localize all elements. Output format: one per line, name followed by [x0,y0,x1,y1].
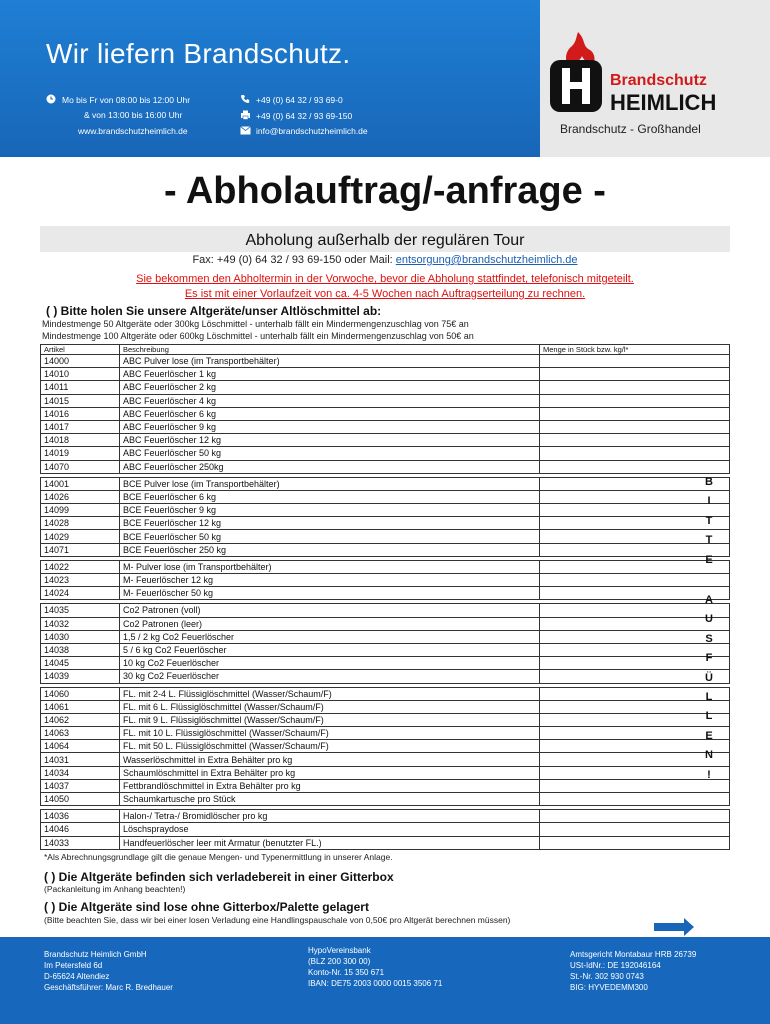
article-number: 14026 [41,490,120,503]
quantity-input-cell[interactable] [540,779,730,792]
article-description: ABC Feuerlöscher 12 kg [120,434,540,447]
article-description: Co2 Patronen (leer) [120,617,540,630]
table-row [41,836,730,849]
article-description: FL. mit 50 L. Flüssiglöschmittel (Wasser/Schaum/F) [120,740,540,753]
article-description: Löschspraydose [120,823,540,836]
table-row [41,477,730,490]
footer [0,937,770,1024]
notice-line-1: Sie bekommen den Abholtermin in der Vorwoche, bevor die Abholung stattfindet, telefonisch mitgeteilt. [136,273,634,285]
logo-brand-name: Brandschutz [610,72,707,89]
quantity-input-cell[interactable] [540,587,730,600]
quantity-input-cell[interactable] [540,434,730,447]
table-row [41,381,730,394]
article-description: M- Pulver lose (im Transportbehälter) [120,560,540,573]
table-row [41,587,730,600]
phone-icon [240,94,251,104]
article-description: Fettbrandlöschmittel in Extra Behälter pro kg [120,779,540,792]
vertical-letter: B [705,476,713,488]
table-row [41,687,730,700]
table-row [41,753,730,766]
article-number: 14015 [41,394,120,407]
table-row [41,617,730,630]
article-description: FL. mit 6 L. Flüssiglöschmittel (Wasser/Schaum/F) [120,700,540,713]
table-row [41,368,730,381]
article-description: ABC Feuerlöscher 9 kg [120,420,540,433]
article-number: 14036 [41,810,120,823]
table-row [41,504,730,517]
vertical-letter: E [705,729,713,742]
article-number: 14037 [41,779,120,792]
article-description: M- Feuerlöscher 50 kg [120,587,540,600]
article-number: 14030 [41,630,120,643]
article-description: 5 / 6 kg Co2 Feuerlöscher [120,643,540,656]
article-number: 14046 [41,823,120,836]
article-number: 14024 [41,587,120,600]
vertical-letter: ! [707,768,711,781]
article-number: 14045 [41,657,120,670]
clock-icon [46,94,57,104]
pickup-checkbox-label[interactable]: ( ) Bitte holen Sie unsere Altgeräte/unser Altlöschmittel ab: [46,304,382,318]
table-row [41,779,730,792]
table-row [41,657,730,670]
quantity-input-cell[interactable] [540,657,730,670]
table-row [41,643,730,656]
article-description: Wasserlöschmittel in Extra Behälter pro kg [120,753,540,766]
article-number: 14029 [41,530,120,543]
article-number: 14000 [41,355,120,368]
table-row [41,407,730,420]
contact-line: Fax: +49 (0) 64 32 / 93 69-150 oder Mail: entsorgung@brandschutzheimlich.de [192,254,578,266]
article-description: ABC Feuerlöscher 4 kg [120,394,540,407]
notice-line-2: Es ist mit einer Vorlaufzeit von ca. 4-5 Wochen nach Auftragserteilung zu rechnen. [184,288,586,300]
column-header-article: Artikel [41,345,120,355]
disposal-email-link[interactable]: entsorgung@brandschutzheimlich.de [395,254,578,266]
vertical-letter: T [705,514,713,527]
article-description: FL. mit 9 L. Flüssiglöschmittel (Wasser/Schaum/F) [120,713,540,726]
company-logo [548,30,748,140]
article-description: ABC Pulver lose (im Transportbehälter) [120,355,540,368]
article-description: FL. mit 2-4 L. Flüssiglöschmittel (Wasser/Schaum/F) [120,687,540,700]
quantity-input-cell[interactable] [540,420,730,433]
article-number: 14023 [41,574,120,587]
option-gitterbox[interactable]: ( ) Die Altgeräte befinden sich verladebereit in einer Gitterbox [44,870,394,884]
article-description: 1,5 / 2 kg Co2 Feuerlöscher [120,630,540,643]
website-link[interactable]: www.brandschutzheimlich.de [78,126,188,136]
article-number: 14070 [41,460,120,473]
vertical-letter: U [705,613,713,626]
fax-icon [240,110,251,120]
quantity-input-cell[interactable] [540,687,730,700]
quantity-input-cell[interactable] [540,381,730,394]
quantity-input-cell[interactable] [540,514,730,530]
article-number: 14063 [41,727,120,740]
vertical-letter: L [705,710,713,723]
header-title: Wir liefern Brandschutz. [46,38,351,69]
quantity-input-cell[interactable] [540,560,730,573]
quantity-input-cell[interactable] [540,460,730,473]
table-row [41,810,730,823]
quantity-input-cell[interactable] [540,543,730,556]
article-number: 14016 [41,407,120,420]
article-number: 14032 [41,617,120,630]
article-description: Halon-/ Tetra-/ Bromidlöscher pro kg [120,810,540,823]
table-row [41,630,730,643]
minimum-note-2: Mindestmenge 100 Altgeräte oder 600kg Löschmittel - unterhalb fällt ein Mindermengenzuschlag von 50€ an [42,331,474,341]
arrow-right-icon [654,918,694,936]
footer-registry: Amtsgericht Montabaur HRB 26739 USt-IdNr.: DE 192046164 St.-Nr. 302 930 0743 BIG: HYVEDEMM300 [570,950,697,992]
quantity-input-cell[interactable] [540,574,730,587]
vertical-letter: T [705,534,713,547]
table-row [41,355,730,368]
quantity-input-cell[interactable] [540,407,730,420]
footer-bank: HypoVereinsbank (BLZ 200 300 00) Konto-Nr. 15 350 671 IBAN: DE75 2003 0000 0015 3506 71 [308,946,443,988]
article-description: BCE Feuerlöscher 50 kg [120,530,540,543]
option-gitterbox-note: (Packanleitung im Anhang beachten!) [44,884,186,894]
quantity-input-cell[interactable] [540,793,730,806]
table-row [41,823,730,836]
quantity-input-cell[interactable] [540,355,730,368]
table-row [41,793,730,806]
article-number: 14011 [41,381,120,394]
article-number: 14034 [41,766,120,779]
article-number: 14071 [41,543,120,556]
article-description: Co2 Patronen (voll) [120,604,540,617]
quantity-input-cell[interactable] [540,713,730,726]
table-row [41,517,730,530]
quantity-input-cell[interactable] [540,740,730,753]
article-description: ABC Feuerlöscher 50 kg [120,447,540,460]
article-description: ABC Feuerlöscher 6 kg [120,407,540,420]
vertical-letter: L [705,691,713,703]
option-loose-note: (Bitte beachten Sie, dass wir bei einer losen Verladung eine Handlingspauschale von 0,50€ pro Altgerät berechnen müssen) [44,915,511,925]
quantity-input-cell[interactable] [540,836,730,849]
article-description: BCE Feuerlöscher 12 kg [120,517,540,530]
article-description: 30 kg Co2 Feuerlöscher [120,670,540,683]
quantity-input-cell[interactable] [540,810,730,823]
vertical-letter: I [707,495,711,508]
article-number: 14035 [41,604,120,617]
table-row [41,766,730,779]
table-row [41,740,730,753]
table-row [41,394,730,407]
table-row [41,460,730,473]
article-number: 14028 [41,517,120,530]
mail-icon [240,126,251,136]
quantity-input-cell[interactable] [540,670,730,683]
email-line[interactable]: info@brandschutzheimlich.de [240,126,368,136]
vertical-letter: E [705,553,713,566]
quantity-input-cell[interactable] [540,823,730,836]
vertical-letter: F [705,652,713,665]
vertical-letter: S [705,632,713,645]
article-number: 14017 [41,420,120,433]
table-row [41,604,730,617]
table-row [41,490,730,503]
quantity-input-cell[interactable] [540,394,730,407]
table-row [41,530,730,543]
article-description: ABC Feuerlöscher 250kg [120,460,540,473]
quantity-input-cell[interactable] [540,504,730,517]
quantity-input-cell[interactable] [540,490,730,503]
article-description: BCE Feuerlöscher 9 kg [120,504,540,517]
header [0,0,770,157]
article-description: ABC Feuerlöscher 2 kg [120,381,540,394]
footnote: *Als Abrechnungsgrundlage gilt die genaue Mengen- und Typenermittlung in unserer Anlage. [44,852,393,862]
article-number: 14062 [41,713,120,726]
article-number: 14033 [41,836,120,849]
quantity-input-cell[interactable] [540,700,730,713]
article-description: FL. mit 10 L. Flüssiglöschmittel (Wasser/Schaum/F) [120,727,540,740]
logo-tagline: Brandschutz - Großhandel [560,122,701,136]
article-number: 14001 [41,477,120,490]
quantity-input-cell[interactable] [540,630,730,643]
article-number: 14039 [41,670,120,683]
article-description: 10 kg Co2 Feuerlöscher [120,657,540,670]
article-number: 14060 [41,687,120,700]
article-number: 14064 [41,740,120,753]
table-row [41,727,730,740]
quantity-input-cell[interactable] [540,727,730,740]
quantity-input-cell[interactable] [540,477,730,490]
opening-hours-2: & von 13:00 bis 16:00 Uhr [84,110,183,120]
quantity-input-cell[interactable] [540,604,730,617]
footer-company: Brandschutz Heimlich GmbH Im Petersfeld 6d D-65624 Altendiez Geschäftsführer: Marc R. Bredhauer [44,950,173,992]
article-number: 14038 [41,643,120,656]
table-row [41,713,730,726]
quantity-input-cell[interactable] [540,753,730,766]
quantity-input-cell[interactable] [540,530,730,543]
table-row [41,543,730,556]
quantity-input-cell[interactable] [540,643,730,656]
table-header-row [41,345,730,355]
table-row [41,700,730,713]
option-loose[interactable]: ( ) Die Altgeräte sind lose ohne Gitterbox/Palette gelagert [44,900,369,914]
article-description: BCE Feuerlöscher 6 kg [120,490,540,503]
column-header-quantity: Menge in Stück bzw. kg/l* [540,345,730,355]
table-row [41,670,730,683]
table-row [41,434,730,447]
quantity-input-cell[interactable] [540,368,730,381]
vertical-letter: Ü [705,671,713,684]
article-description: ABC Feuerlöscher 1 kg [120,368,540,381]
table-row [41,447,730,460]
article-description: Schaumkartusche pro Stück [120,793,540,806]
phone-line: +49 (0) 64 32 / 93 69-0 [240,94,343,105]
article-number: 14010 [41,368,120,381]
article-number: 14061 [41,700,120,713]
article-number: 14018 [41,434,120,447]
article-number: 14031 [41,753,120,766]
article-number: 14019 [41,447,120,460]
article-number: 14099 [41,504,120,517]
table-row [41,574,730,587]
article-description: Handfeuerlöscher leer mit Armatur (benutzter FL.) [120,836,540,849]
article-description: BCE Pulver lose (im Transportbehälter) [120,477,540,490]
article-number: 14022 [41,560,120,573]
table-row [41,420,730,433]
items-table [40,344,730,850]
article-description: BCE Feuerlöscher 250 kg [120,543,540,556]
article-description: M- Feuerlöscher 12 kg [120,574,540,587]
logo-brand-family: HEIMLICH [610,90,717,115]
quantity-input-cell[interactable] [540,617,730,630]
quantity-input-cell[interactable] [540,766,730,779]
minimum-note-1: Mindestmenge 50 Altgeräte oder 300kg Löschmittel - unterhalb fällt ein Mindermengenzuschlag von 75€ an [42,319,469,329]
quantity-input-cell[interactable] [540,447,730,460]
flame-h-logo-icon [548,30,608,112]
vertical-letter: A [705,594,713,606]
article-description: Schaumlöschmittel in Extra Behälter pro kg [120,766,540,779]
page-title: - Abholauftrag/-anfrage - [164,170,606,212]
page-subtitle: Abholung außerhalb der regulären Tour [245,232,525,249]
opening-hours: Mo bis Fr von 08:00 bis 12:00 Uhr [46,94,190,105]
table-row [41,560,730,573]
vertical-letter: N [705,749,713,762]
column-header-description: Beschreibung [120,345,540,355]
fax-line-header: +49 (0) 64 32 / 93 69-150 [240,110,352,121]
article-number: 14050 [41,793,120,806]
